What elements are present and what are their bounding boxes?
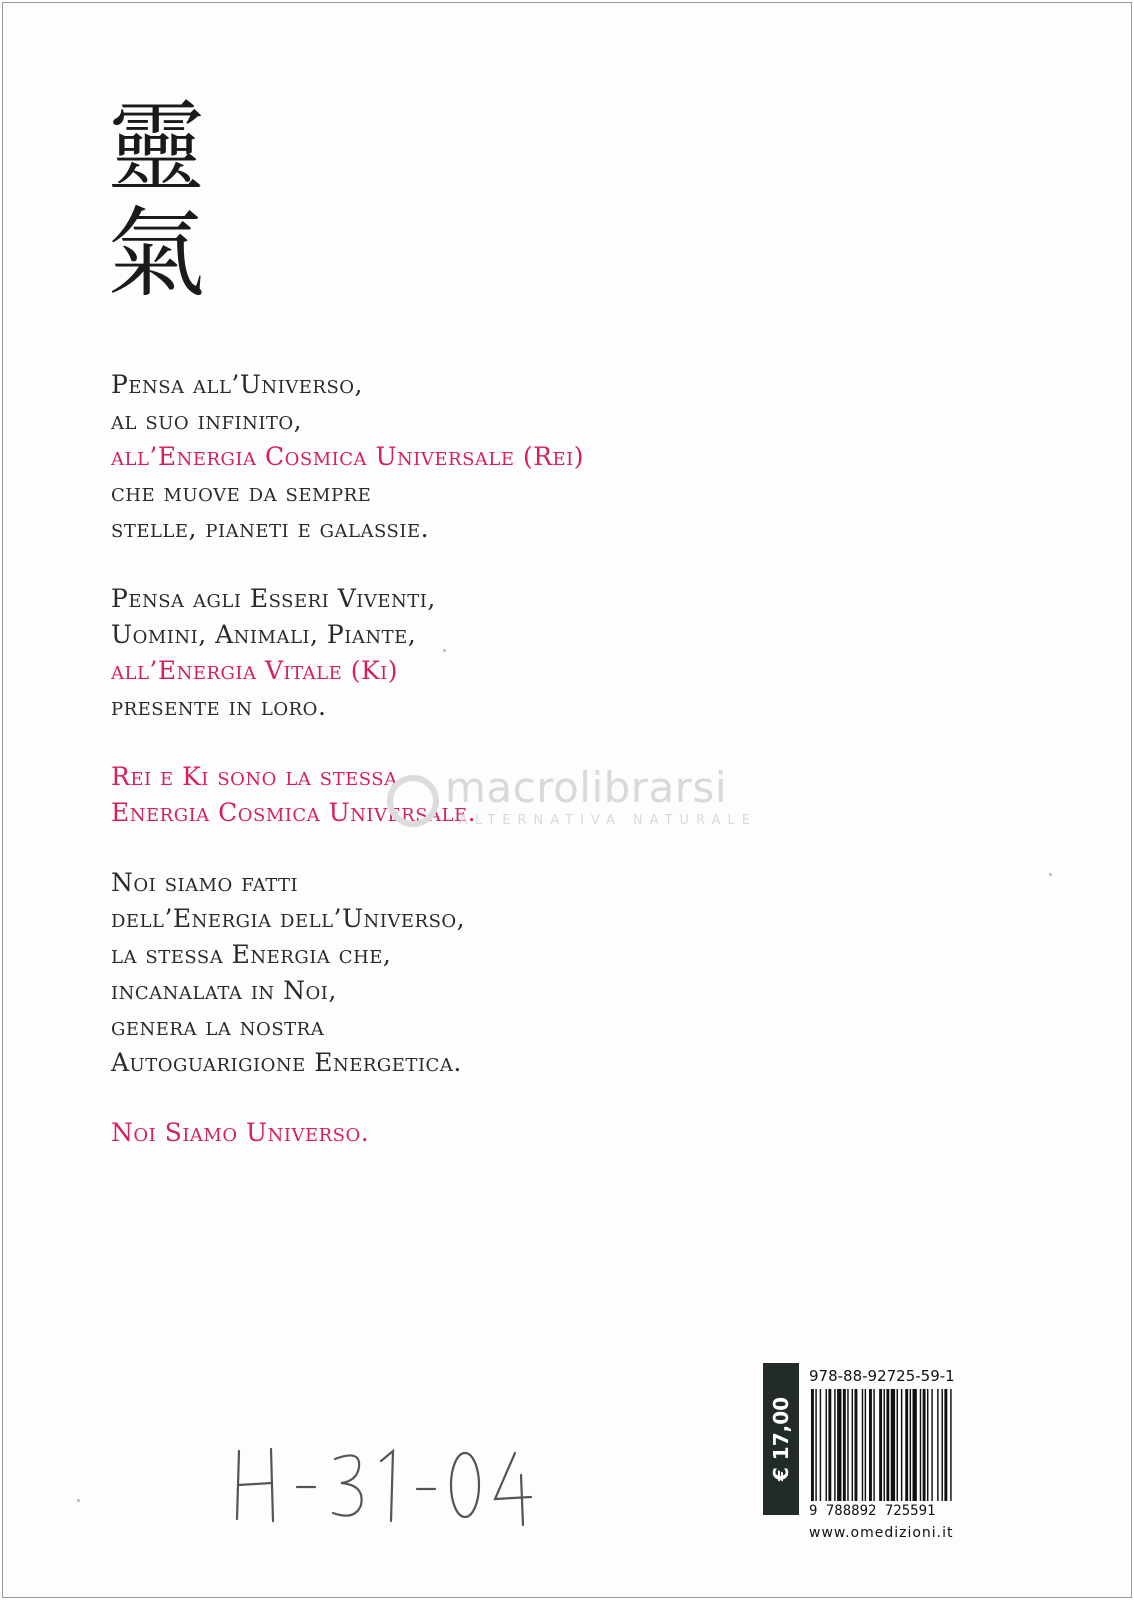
kanji-ki: 氣	[107, 197, 206, 311]
barcode-bar	[826, 1389, 827, 1501]
barcode-bar	[905, 1389, 908, 1501]
poem-line-highlighted: all’Energia Vitale (Ki)	[111, 656, 398, 685]
barcode-bar	[944, 1389, 947, 1501]
barcode-bar	[820, 1389, 821, 1501]
barcode-bar	[865, 1389, 866, 1501]
poem-line: presente in loro.	[111, 692, 327, 721]
poem-line: Pensa agli Esseri Viventi,	[111, 584, 436, 613]
barcode-bar	[852, 1389, 853, 1501]
barcode-bar	[811, 1389, 814, 1501]
poem-line: la stessa Energia che,	[111, 940, 392, 969]
speck	[1049, 873, 1052, 876]
barcode-bar	[910, 1389, 911, 1501]
barcode-bar	[886, 1389, 889, 1501]
barcode-bar	[879, 1389, 882, 1501]
barcode	[809, 1389, 1001, 1501]
barcode-bar	[869, 1389, 872, 1501]
reiki-kanji	[107, 91, 206, 311]
barcode-bar	[834, 1389, 835, 1501]
barcode-bar	[862, 1389, 863, 1501]
barcode-bar	[931, 1389, 932, 1501]
poem-line-highlighted: Noi Siamo Universo.	[111, 1118, 370, 1147]
barcode-bar	[901, 1389, 902, 1501]
barcode-bar	[913, 1389, 917, 1501]
barcode-bar	[937, 1389, 938, 1501]
barcode-bar	[837, 1389, 841, 1501]
poem-line: Noi siamo fatti	[111, 868, 299, 897]
poem-line: stelle, pianeti e galassie.	[111, 514, 430, 543]
barcode-digits: 9 788892 725591	[809, 1503, 936, 1519]
barcode-bar	[828, 1389, 831, 1501]
barcode-bar	[923, 1389, 926, 1501]
barcode-bar	[843, 1389, 846, 1501]
barcode-bar	[950, 1389, 951, 1501]
watermark-brand: macrolibrarsi	[445, 763, 728, 812]
stanza	[111, 865, 584, 1081]
barcode-bar	[884, 1389, 885, 1501]
barcode-bar	[891, 1389, 895, 1501]
poem-line: genera la nostra	[111, 1012, 325, 1041]
barcode-bar	[815, 1389, 816, 1501]
barcode-bar	[873, 1389, 874, 1501]
stanza	[111, 367, 584, 547]
barcode-bar	[897, 1389, 898, 1501]
publisher-website: www.omedizioni.it	[809, 1525, 954, 1541]
poem-line: Autoguarigione Energetica.	[111, 1048, 462, 1077]
poem-line-highlighted: all’Energia Cosmica Universale (Rei)	[111, 442, 585, 471]
stanza	[111, 1115, 584, 1151]
barcode-bar	[855, 1389, 858, 1501]
kanji-rei: 靈	[107, 91, 206, 205]
price-label: € 17,00	[769, 1396, 793, 1482]
poem-line: incanalata in Noi,	[111, 976, 337, 1005]
poem-line-highlighted: Rei e Ki sono la stessa	[111, 762, 398, 791]
poem-line: al suo infinito,	[111, 406, 303, 435]
watermark-tagline: ALTERNATIVA NATURALE	[459, 813, 757, 828]
poem-line: che muove da sempre	[111, 478, 372, 507]
stanza	[111, 581, 584, 725]
handwritten-note	[231, 1439, 541, 1529]
isbn-number: 978-88-92725-59-1	[809, 1367, 955, 1385]
barcode-bar	[942, 1389, 943, 1501]
speck	[77, 1499, 80, 1502]
poem-line: dell’Energia dell’Universo,	[111, 904, 466, 933]
barcode-bar	[920, 1389, 921, 1501]
watermark-circle-icon	[387, 775, 439, 827]
barcode-bar	[927, 1389, 928, 1501]
barcode-bar	[847, 1389, 848, 1501]
poem-line: Pensa all’Universo,	[111, 370, 363, 399]
book-back-cover	[2, 2, 1132, 1598]
speck	[443, 649, 446, 652]
price-badge	[763, 1363, 799, 1515]
poem-line-highlighted: Energia Cosmica Universale.	[111, 798, 477, 827]
poem-line: Uomini, Animali, Piante,	[111, 620, 417, 649]
